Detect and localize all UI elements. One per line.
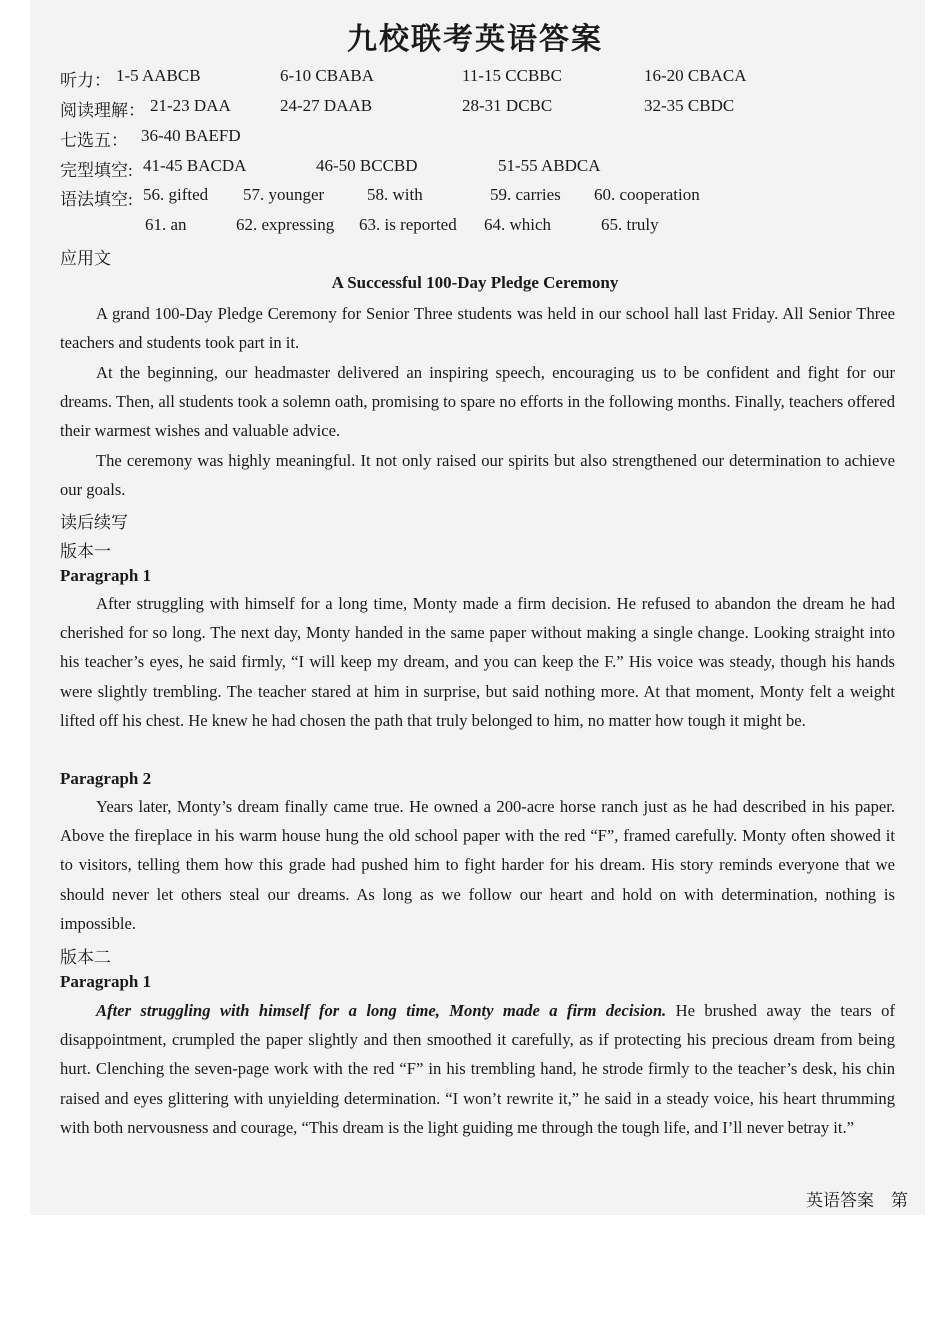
seven-choose-five-label: 七选五：: [60, 131, 128, 150]
answer-group: 46-50 BCCBD: [316, 156, 418, 175]
v2-paragraph-1-label: Paragraph 1: [60, 972, 152, 991]
v1-paragraph-1-label: Paragraph 1: [60, 566, 152, 585]
grammar-answer: 57. younger: [243, 185, 325, 204]
v1-paragraph-2: Years later, Monty’s dream finally came true. He owned a 200-acre horse ranch just as he had described in his paper. Above the fireplace in his warm house hung the old school paper with the red “F”, framed carefully. Monty often showed it to visitors, telling them how this grade had pushed him to fight harder for his dream. His story reminds everyone that we should never let others steal our dreams. As long as we follow our heart and hold on with determination, nothing is impossible.: [60, 797, 895, 933]
answer-group: 24-27 DAAB: [280, 96, 373, 115]
grammar-answer: 56. gifted: [143, 185, 209, 204]
v1-paragraph-2-label: Paragraph 2: [60, 769, 152, 788]
grammar-answer: 59. carries: [490, 185, 561, 204]
cloze-label: 完型填空:: [60, 161, 133, 180]
v2-paragraph-1-lead: After struggling with himself for a long time, Monty made a firm decision.: [96, 1001, 667, 1020]
v2-paragraph-1: [60, 996, 895, 1142]
version-2-label: 版本二: [60, 948, 111, 967]
grammar-answer: 60. cooperation: [594, 185, 700, 204]
page-footer: 英语答案 第: [806, 1191, 908, 1210]
v1-paragraph-1: After struggling with himself for a long time, Monty made a firm decision. He refused to abandon the dream he had cherished for so long. The next day, Monty handed in the same paper without making a single change. Looking straight into his teacher’s eyes, he said firmly, “I will keep my dream, and you can keep the F.” His voice was steady, though his hands were slightly trembling. The teacher stared at him in surprise, but said nothing more. At that moment, Monty felt a weight lifted off his chest. He knew he had chosen the path that truly belonged to him, no matter how tough it might be.: [60, 594, 895, 730]
answer-group: 1-5 AABCB: [116, 66, 201, 85]
answer-group: 51-55 ABDCA: [498, 156, 601, 175]
grammar-answer: 64. which: [484, 215, 552, 234]
grammar-answer: 62. expressing: [236, 215, 335, 234]
answer-group: 41-45 BACDA: [143, 156, 247, 175]
answer-group: 11-15 CCBBC: [462, 66, 562, 85]
essay-paragraph: At the beginning, our headmaster delivered an inspiring speech, encouraging us to be confident and fight for our dreams. Then, all students took a solemn oath, promising to spare no efforts in the following months. Finally, teachers offered their warmest wishes and valuable advice.: [60, 363, 895, 441]
grammar-answer: 63. is reported: [359, 215, 457, 234]
answer-group: 6-10 CBABA: [280, 66, 374, 85]
grammar-label: 语法填空:: [60, 190, 133, 209]
section-continuation-writing: 读后续写: [60, 513, 128, 532]
grammar-answer: 65. truly: [601, 215, 659, 234]
reading-label: 阅读理解：: [60, 101, 145, 120]
v2-paragraph-1-body: He brushed away the tears of disappointment, crumpled the paper slightly and then smoothed it carefully, as if protecting his precious dream from being hurt. Clenching the seven-page work with the red “F” in his trembling hand, he strode firmly to the teacher’s desk, his chin raised and eyes glittering with unyielding determination. “I won’t rewrite it,” he said in a steady voice, his heart thrumming with both nervousness and courage, “This dream is the light guiding me through the tough life, and I’ll never betray it.”: [60, 1001, 895, 1137]
page-title: 九校联考英语答案: [347, 23, 603, 56]
listening-label: 听力：: [60, 71, 111, 90]
section-applied-writing: 应用文: [60, 249, 111, 268]
answer-group: 32-35 CBDC: [644, 96, 735, 115]
answer-group: 16-20 CBACA: [644, 66, 747, 85]
answer-group: 36-40 BAEFD: [141, 126, 241, 145]
essay-title: A Successful 100-Day Pledge Ceremony: [331, 273, 619, 292]
grammar-answer: 61. an: [145, 215, 187, 234]
essay-paragraph: A grand 100-Day Pledge Ceremony for Senior Three students was held in our school hall last Friday. All Senior Three teachers and students took part in it.: [60, 304, 895, 353]
version-1-label: 版本一: [60, 542, 111, 561]
grammar-answer: 58. with: [367, 185, 423, 204]
answer-group: 21-23 DAA: [150, 96, 231, 115]
answer-group: 28-31 DCBC: [462, 96, 553, 115]
essay-paragraph: The ceremony was highly meaningful. It not only raised our spirits but also strengthened our determination to achieve our goals.: [60, 451, 895, 500]
